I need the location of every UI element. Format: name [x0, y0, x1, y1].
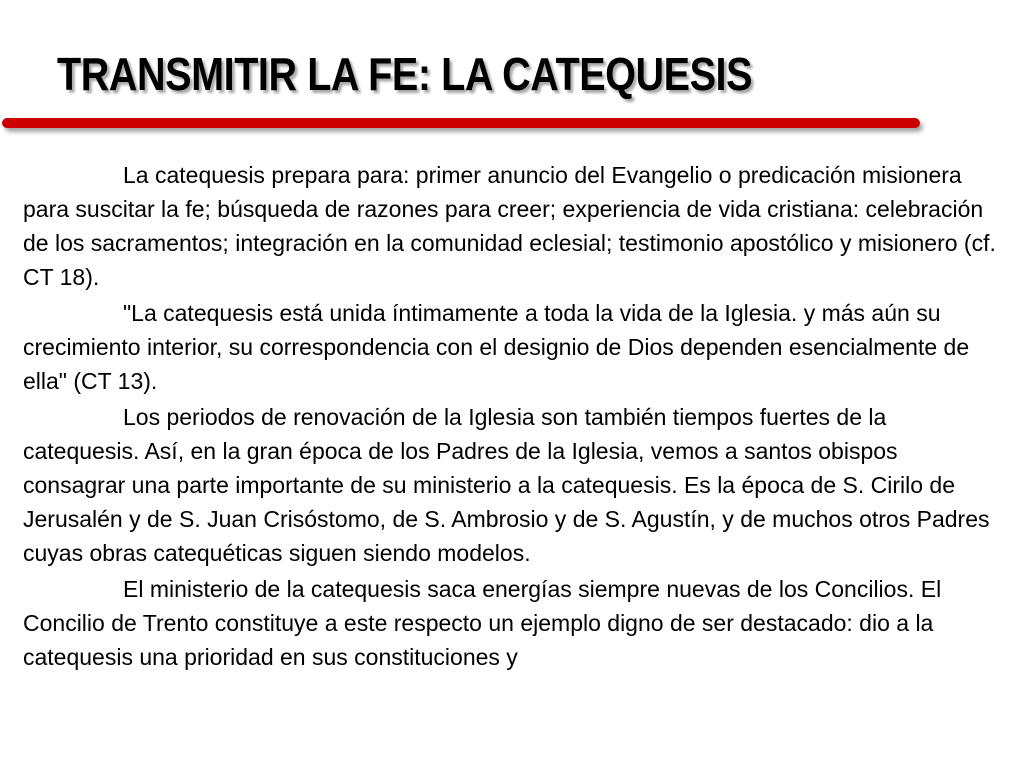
title-underline-bar	[2, 118, 920, 128]
paragraph-ministerio-concilios: El ministerio de la catequesis saca energías siempre nuevas de los Concilios. El Concilio de Trento constituye a este respecto un ejemplo digno de ser destacado: dio a la catequesis una prioridad en sus constituciones y	[23, 576, 942, 670]
paragraph-catequesis-prepara: La catequesis prepara para: primer anuncio del Evangelio o predicación misionera para suscitar la fe; búsqueda de razones para creer; experiencia de vida cristiana: celebración de los sacramentos; integración en la comunidad eclesial; testimonio apostólico y misionero (cf. CT 18).	[23, 162, 996, 290]
paragraph-periodos-renovacion: Los periodos de renovación de la Iglesia son también tiempos fuertes de la catequesis. Así, en la gran época de los Padres de la Iglesia, vemos a santos obispos consagrar una parte importante de su ministerio a la catequesis. Es la época de S. Cirilo de Jerusalén y de S. Juan Crisóstomo, de S. Ambrosio y de S. Agustín, y de muchos otros Padres cuyas obras catequéticas siguen siendo modelos.	[23, 404, 990, 566]
slide-body	[23, 158, 998, 676]
slide-title: TRANSMITIR LA FE: LA CATEQUESIS	[57, 48, 753, 100]
paragraph-catequesis-unida: "La catequesis está unida íntimamente a toda la vida de la Iglesia. y más aún su crecimiento interior, su correspondencia con el designio de Dios dependen esencialmente de ella" (CT 13).	[23, 300, 970, 394]
